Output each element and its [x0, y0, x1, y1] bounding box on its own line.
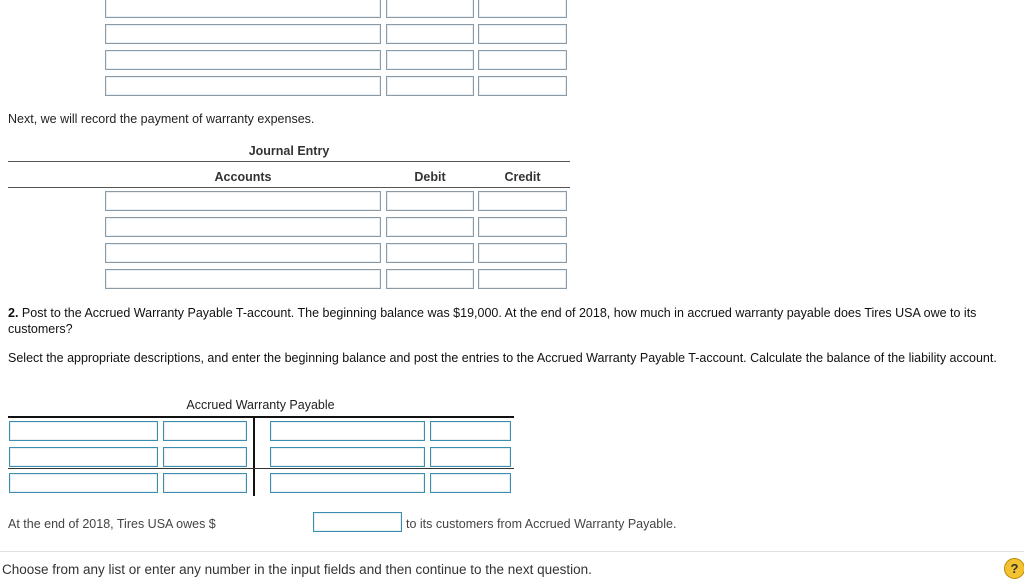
prev-account-input-1[interactable] [105, 0, 381, 18]
t-debit-desc-input-3[interactable] [9, 473, 158, 493]
t-credit-desc-input-2[interactable] [270, 447, 425, 467]
debit-input-1[interactable] [386, 191, 474, 211]
footer-text: Choose from any list or enter any number in the input fields and then continue to the next question. [2, 562, 592, 577]
t-credit-amount-input-3[interactable] [430, 473, 511, 493]
col-header-debit: Debit [414, 170, 446, 184]
prev-credit-input-4[interactable] [478, 76, 567, 96]
col-header-accounts: Accounts [214, 170, 272, 184]
t-credit-desc-input-1[interactable] [270, 421, 425, 441]
t-debit-amount-input-2[interactable] [163, 447, 247, 467]
credit-input-4[interactable] [478, 269, 567, 289]
t-debit-desc-input-2[interactable] [9, 447, 158, 467]
question-2-number: 2. [8, 306, 19, 320]
footer-divider [0, 551, 1024, 552]
question-2 [8, 305, 998, 337]
t-account-center-line [253, 416, 255, 496]
prev-debit-input-4[interactable] [386, 76, 474, 96]
debit-input-3[interactable] [386, 243, 474, 263]
t-account-title: Accrued Warranty Payable [186, 398, 335, 412]
debit-input-2[interactable] [386, 217, 474, 237]
answer-prefix: At the end of 2018, Tires USA owes $ [8, 517, 216, 531]
t-account-total-rule [8, 468, 514, 469]
prev-credit-input-2[interactable] [478, 24, 567, 44]
t-debit-amount-input-3[interactable] [163, 473, 247, 493]
prev-account-input-4[interactable] [105, 76, 381, 96]
prev-credit-input-3[interactable] [478, 50, 567, 70]
help-icon[interactable]: ? [1004, 558, 1024, 579]
journal-title-rule [8, 161, 570, 162]
t-credit-desc-input-3[interactable] [270, 473, 425, 493]
prev-credit-input-1[interactable] [478, 0, 567, 18]
balance-input[interactable] [313, 512, 402, 532]
t-credit-amount-input-1[interactable] [430, 421, 511, 441]
col-header-credit: Credit [504, 170, 541, 184]
question-2-text: Post to the Accrued Warranty Payable T-account. The beginning balance was $19,000. At the end of 2018, how much in accrued warranty payable does Tires USA owe to its customers? [8, 306, 977, 336]
question-2-instructions: Select the appropriate descriptions, and enter the beginning balance and post the entries to the Accrued Warranty Payable T-account. Calculate the balance of the liability account. [8, 351, 997, 365]
account-input-4[interactable] [105, 269, 381, 289]
prev-account-input-3[interactable] [105, 50, 381, 70]
answer-suffix: to its customers from Accrued Warranty Payable. [406, 517, 677, 531]
t-debit-desc-input-1[interactable] [9, 421, 158, 441]
credit-input-3[interactable] [478, 243, 567, 263]
prev-debit-input-1[interactable] [386, 0, 474, 18]
prev-debit-input-2[interactable] [386, 24, 474, 44]
credit-input-2[interactable] [478, 217, 567, 237]
intro-text: Next, we will record the payment of warranty expenses. [8, 112, 315, 126]
debit-input-4[interactable] [386, 269, 474, 289]
account-input-1[interactable] [105, 191, 381, 211]
credit-input-1[interactable] [478, 191, 567, 211]
journal-title: Journal Entry [248, 144, 330, 158]
prev-account-input-2[interactable] [105, 24, 381, 44]
t-account-top-bar [8, 416, 514, 418]
t-credit-amount-input-2[interactable] [430, 447, 511, 467]
journal-header-rule [8, 187, 570, 188]
account-input-2[interactable] [105, 217, 381, 237]
t-debit-amount-input-1[interactable] [163, 421, 247, 441]
account-input-3[interactable] [105, 243, 381, 263]
prev-debit-input-3[interactable] [386, 50, 474, 70]
